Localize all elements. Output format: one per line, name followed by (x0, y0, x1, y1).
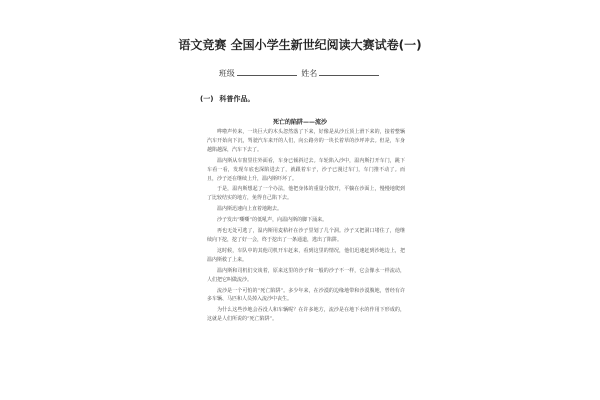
section-title: 科普作品。 (219, 95, 255, 103)
section-number: (一) (200, 95, 214, 103)
passage-paragraph: 沙子发出“嘶嘶”的低吼声，向温内斯的脚下涌来。 (217, 217, 328, 224)
name-label: 姓名 (301, 69, 318, 78)
exam-title: 语文竞赛 全国小学生新世纪阅读大赛试卷(一) (178, 38, 422, 52)
class-blank (237, 68, 297, 76)
passage-paragraph: 温内斯和司机们交谈着，原来这里的沙子和一般的沙子不一样，它会像水一样流动，人们把它叫做流沙。 (207, 267, 405, 283)
passage-paragraph: 流沙是一个可怕的“死亡陷阱”。多少年来，在沙漠的边缘地带和沙漠腹地，曾经有许多车辆、马匹和人员掉入流沙中丧生。 (207, 287, 405, 303)
name-blank (319, 68, 379, 76)
passage-paragraph: 哗啦声传来，一块巨大的木头忽然落了下来，好像是从沙丘顶上滑下来的，接着整辆汽车开始向下沉，驾驶汽车来开的人们，向公路旁的一块长着草的沙坪冲去。但是，车身越陷越深，汽车下去了。 (207, 129, 405, 153)
passage-paragraph: 于是，温内斯想起了一个办法，他把身体的重量分散开，平躺在沙面上，慢慢地爬到了比较结实的地方，免得自己陷下去。 (207, 186, 405, 202)
passage-paragraph: 为什么这些沙地会吞没人和车辆呢？在许多地方，流沙是在地下水的作用下形成的，这就是人们所说的“死亡陷阱”。 (207, 307, 405, 323)
class-label: 班级 (218, 69, 235, 78)
section-heading (200, 94, 254, 104)
passage-paragraph: 再也无处可逃了，温内斯用麦秸秆在沙子里划了几个洞。沙子又把洞口堵住了，他继续向下挖，挖了好一会，终于挖出了一条通道，逃出了陷阱。 (207, 228, 405, 243)
passage-body (207, 128, 405, 326)
passage-paragraph: 这时候，车队中的其他司机开车赶来，看到这里的情况，他们迅速赶到沙地边上，把温内斯救了上来。 (207, 247, 405, 263)
student-info-line (0, 68, 600, 79)
passage-paragraph: 温内斯迅速向上直着地跑去。 (217, 206, 283, 213)
passage-paragraph: 温内斯从车窗里往外面看，车身已倾斜过去。车轮陷入沙中，温内斯打开车门，跳下车看一看，发现车底也深陷进去了，就跟着车子，沙子已漫过车门，车门推不动了。而且，沙子还在继续上升，温内斯吓坏了。 (207, 157, 405, 182)
passage-title: 死亡的陷阱——流沙 (272, 119, 327, 126)
